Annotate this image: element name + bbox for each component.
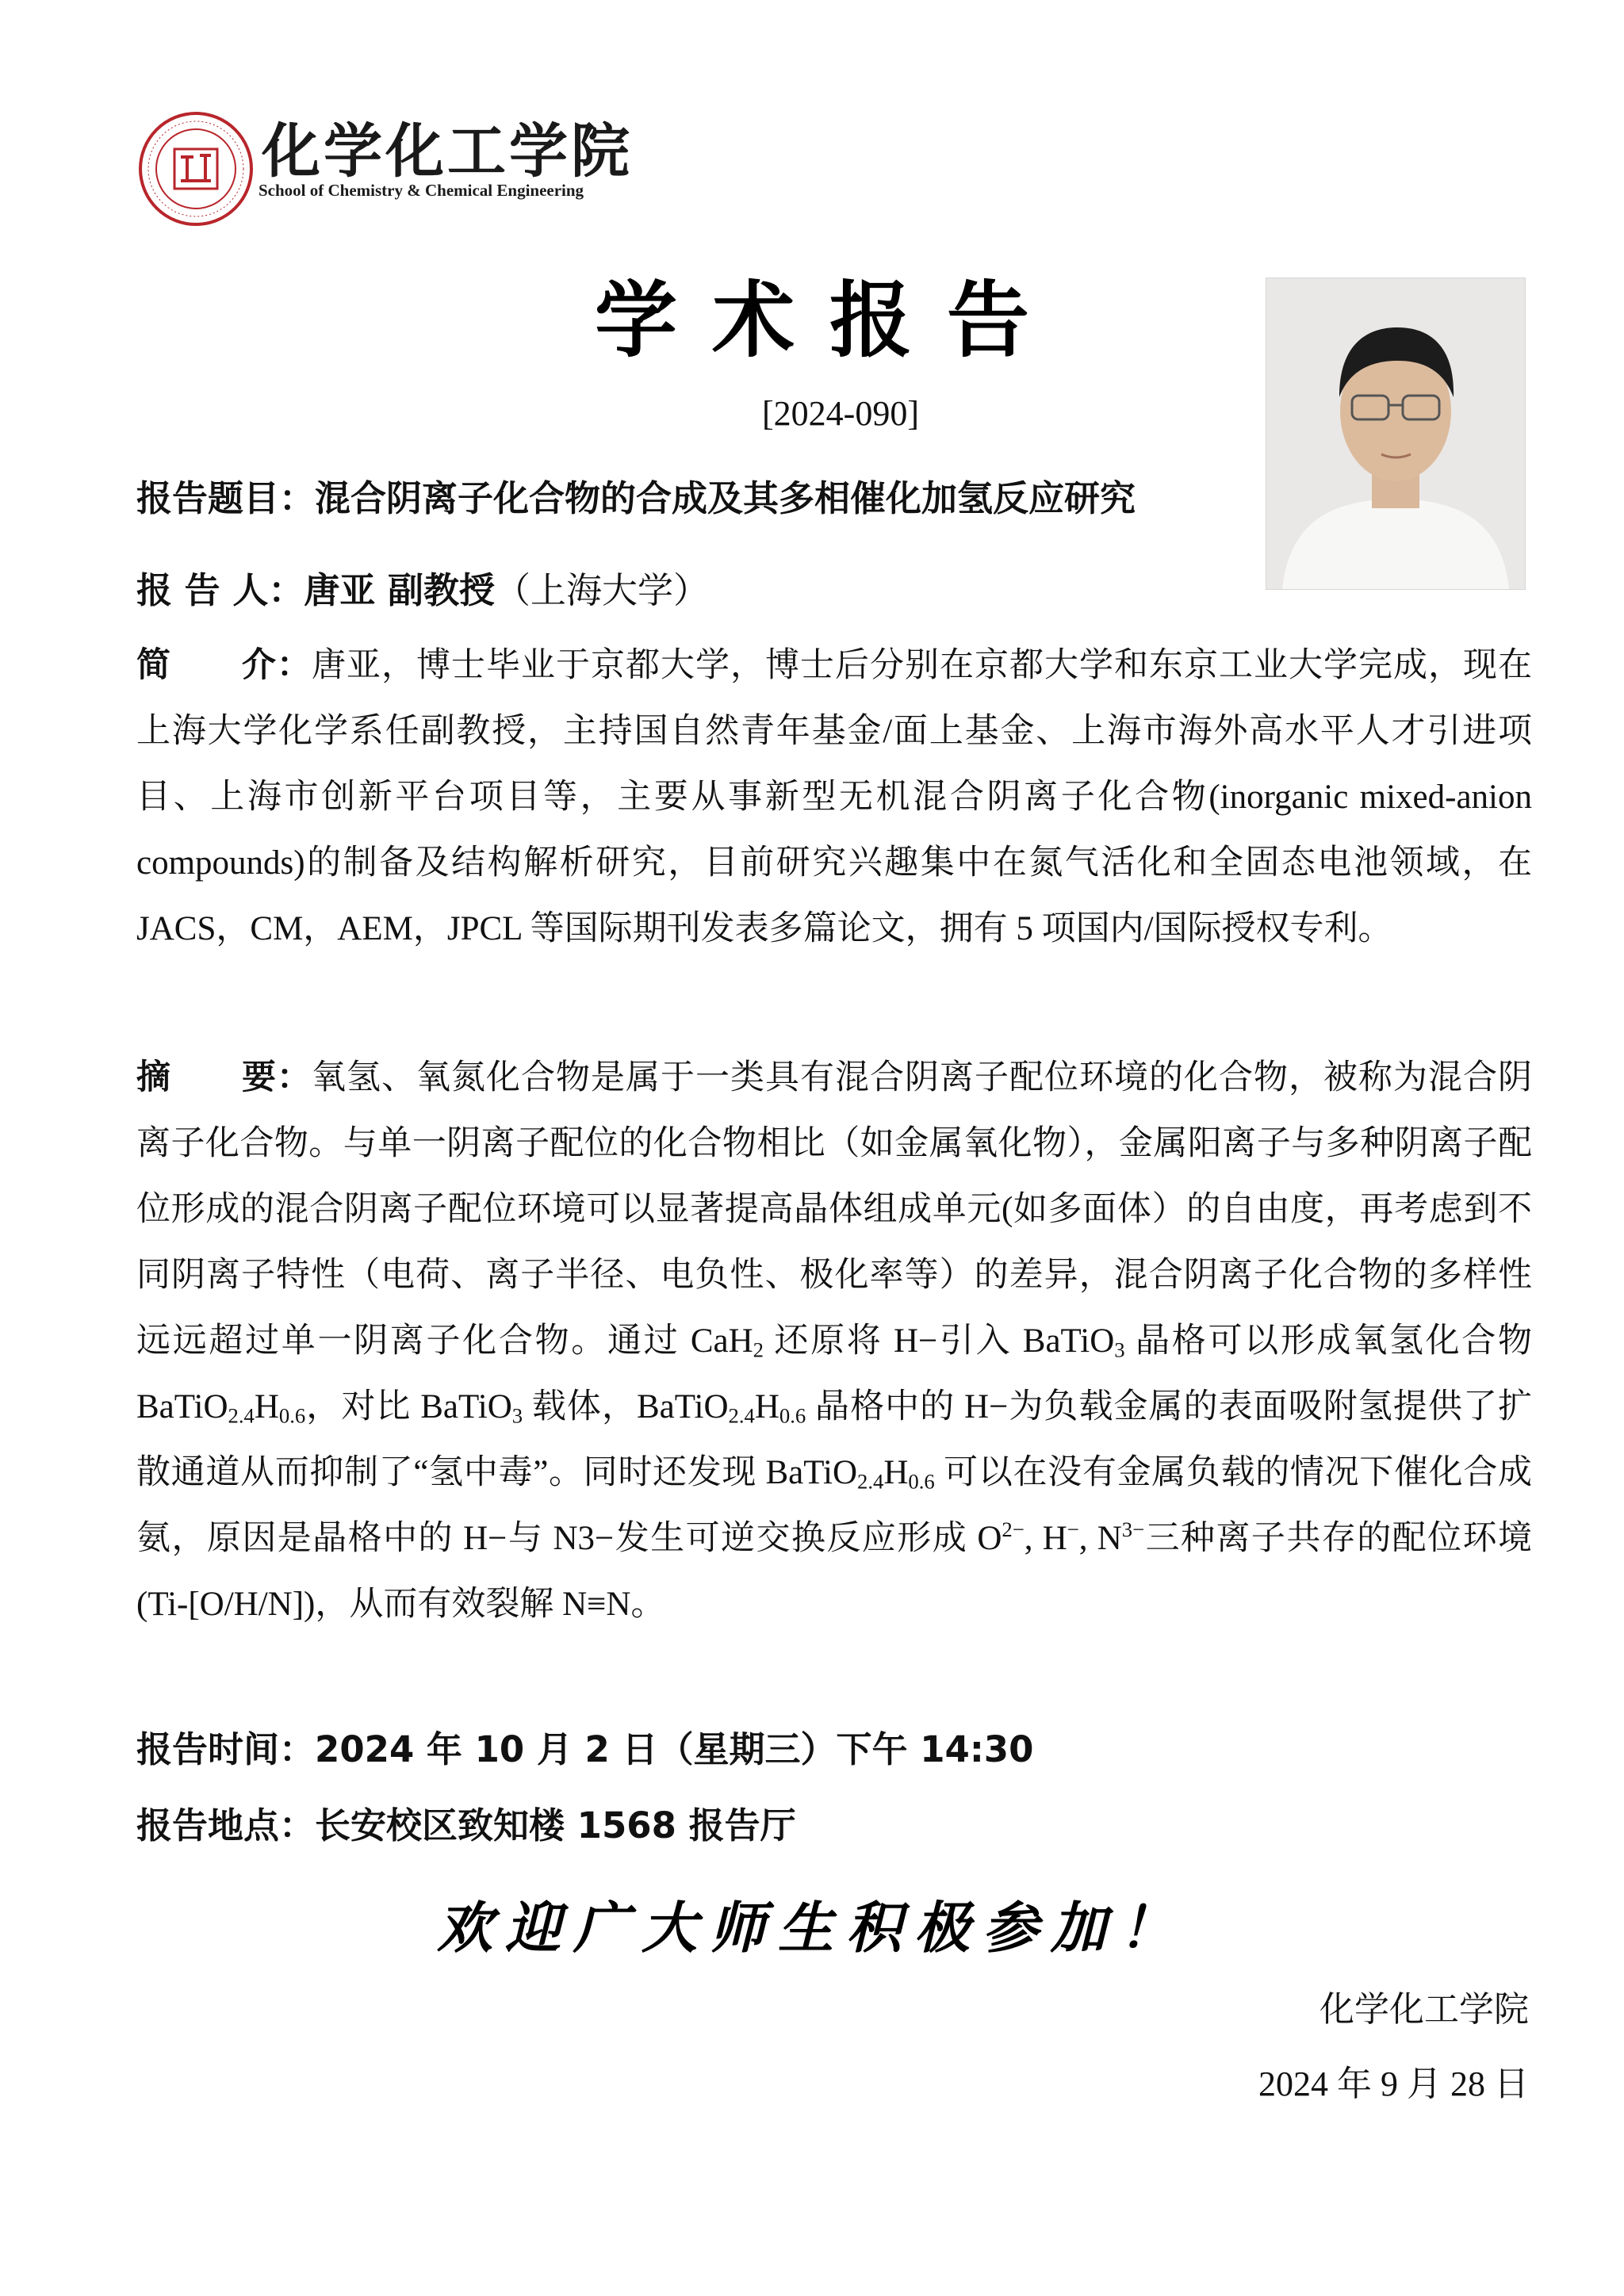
time-label: 报告时间： [136, 1728, 316, 1770]
abstract-sub-1: 2 [753, 1337, 764, 1362]
abstract-text-11: , H [1024, 1520, 1067, 1557]
topic-label: 报告题目： [136, 477, 316, 519]
time-value: 2024 年 10 月 2 日（星期三）下午 14:30 [315, 1728, 1034, 1770]
abstract-sup-2: − [1067, 1517, 1079, 1542]
college-logo [136, 101, 660, 220]
speaker-label: 报 告 人： [136, 569, 304, 611]
report-title: 学术报告 [594, 272, 1064, 369]
abstract-text-12: , N [1078, 1520, 1122, 1557]
abstract-sub-3: 2.4 [228, 1403, 255, 1428]
abstract-text-1: 氧氢、氧氮化合物是属于一类具有混合阴离子配位环境的化合物，被称为混合阴离子化合物。与单一阴离子配位的化合物相比（如金属氧化物），金属阳离子与多种阴离子配位形成的混合阴离子配位环境可以显著提高晶体组成单元(如多面体）的自由度，再考虑到不同阴离子特性（电荷、离子半径、电负性、极化率等）的差异，混合阴离子化合物的多样性远远超过单一阴离子化合物。通过 CaH [136, 1059, 1532, 1360]
bio-label-1: 简 [136, 645, 171, 685]
abstract-text-8: 晶格中的 H−为负载金属的表面吸附氢提供了扩散通道从而抑制了“氢中毒”。同时还发现 BaTiO [136, 1388, 1532, 1491]
college-seal-icon [136, 109, 255, 228]
college-name-en: School of Chemistry & Chemical Engineering [259, 181, 584, 200]
abstract-sub-8: 2.4 [857, 1469, 884, 1494]
bio-text: 唐亚，博士毕业于京都大学，博士后分别在京都大学和东京工业大学完成，现在上海大学化学系任副教授，主持国自然青年基金/面上基金、上海市海外高水平人才引进项目、上海市创新平台项目等，主要从事新型无机混合阴离子化合物(inorganic mixed-anion compounds)的制备及结构解析研究，目前研究兴趣集中在氮气活化和全固态电池领域，在 JACS，CM，AEM，JPCL 等国际期刊发表多篇论文，拥有 5 项国内/国际授权专利。 [136, 647, 1532, 947]
abstract-sub-7: 0.6 [779, 1403, 806, 1428]
bio-paragraph [136, 633, 1532, 962]
time-line [136, 1720, 1033, 1772]
speaker-name: 唐亚 副教授 [304, 569, 496, 611]
speaker-line [136, 561, 709, 613]
abstract-text-4: H [254, 1388, 279, 1425]
place-value: 长安校区致知楼 1568 报告厅 [315, 1804, 796, 1846]
abstract-sub-9: 0.6 [908, 1469, 935, 1494]
abstract-sub-6: 2.4 [728, 1403, 755, 1428]
topic-value: 混合阴离子化合物的合成及其多相催化加氢反应研究 [315, 477, 1136, 519]
abstract-sub-5: 3 [511, 1403, 523, 1428]
abstract-label-1: 摘 [136, 1058, 171, 1097]
abstract-paragraph [136, 1045, 1532, 1637]
abstract-text-9: H [883, 1454, 909, 1491]
abstract-text-5: ，对比 BaTiO [305, 1388, 512, 1425]
signature-date: 2024 年 9 月 28 日 [1258, 2064, 1529, 2103]
abstract-text-6: 载体，BaTiO [523, 1388, 729, 1425]
place-line [136, 1797, 796, 1848]
signature-org: 化学化工学院 [1320, 1990, 1529, 2029]
abstract-label-2: 要： [241, 1058, 312, 1097]
abstract-sub-2: 3 [1114, 1337, 1125, 1362]
place-label: 报告地点： [136, 1804, 316, 1846]
bio-label-2: 介： [241, 645, 312, 685]
abstract-sup-1: 2− [1002, 1517, 1025, 1542]
speaker-portrait-icon [1266, 278, 1525, 589]
speaker-photo [1266, 277, 1526, 590]
college-name-cn: 化学化工学院 [262, 117, 633, 186]
abstract-text-13: 三种离子共存的配位环境(Ti-[O/H/N])，从而有效裂解 N≡N。 [136, 1520, 1532, 1623]
abstract-text-7: H [754, 1388, 779, 1425]
abstract-sub-4: 0.6 [278, 1403, 306, 1428]
welcome-message: 欢迎广大师生积极参加！ [437, 1896, 1187, 1961]
abstract-sup-3: 3− [1121, 1517, 1145, 1542]
abstract-text-2: 还原将 H−引入 BaTiO [763, 1322, 1115, 1360]
abstract-text-10: 可以在没有金属负载的情况下催化合成氨，原因是晶格中的 H−与 N3−发生可逆交换反应形成 O [136, 1454, 1532, 1557]
report-code: [2024-090] [762, 394, 919, 433]
topic-line [136, 469, 1136, 521]
speaker-affiliation: （上海大学） [495, 571, 710, 610]
abstract-text-3: 晶格可以形成氧氢化合物 BaTiO [136, 1322, 1532, 1425]
